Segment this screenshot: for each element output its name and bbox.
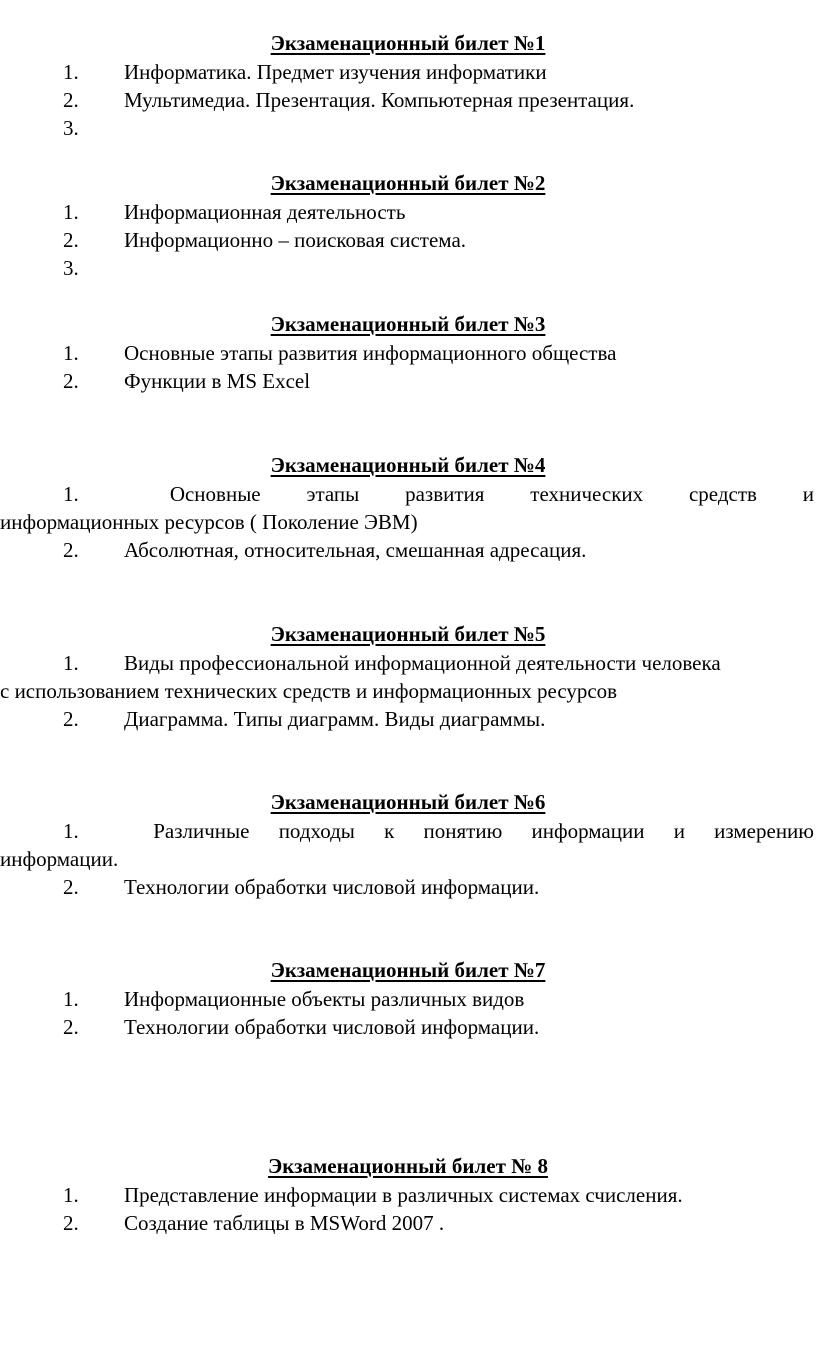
question-item <box>0 1209 816 1237</box>
question-text-continued: информации. <box>0 847 119 871</box>
question-word: развития <box>405 482 485 506</box>
ticket-title: Экзаменационный билет №1 <box>270 31 546 55</box>
question-text: Функции в MS Excel <box>124 369 311 393</box>
question-text: Информатика. Предмет изучения информатики <box>124 60 547 84</box>
question-number: 2. <box>63 1015 79 1039</box>
ticket-8 <box>0 1151 816 1237</box>
question-item <box>0 114 816 142</box>
question-number: 2. <box>63 228 79 252</box>
question-item <box>0 86 816 114</box>
question-item <box>0 873 816 901</box>
question-first-line <box>0 817 816 845</box>
ticket-title: Экзаменационный билет №5 <box>270 622 546 646</box>
ticket-2 <box>0 168 816 282</box>
question-number: 3. <box>63 256 79 280</box>
question-word: этапы <box>306 482 360 506</box>
question-number: 2. <box>63 369 79 393</box>
question-item <box>0 705 816 733</box>
question-text <box>0 254 816 282</box>
question-item <box>0 339 816 367</box>
ticket-title: Экзаменационный билет №3 <box>270 312 546 336</box>
question-word: Различные <box>153 819 250 843</box>
question-word: измерению <box>714 819 814 843</box>
question-number: 1. <box>63 1183 79 1207</box>
question-item <box>0 226 816 254</box>
ticket-title: Экзаменационный билет №7 <box>270 958 546 982</box>
question-text: Технологии обработки числовой информации. <box>124 875 540 899</box>
ticket-1 <box>0 28 816 142</box>
question-item <box>0 254 816 282</box>
question-first-line <box>0 649 816 677</box>
ticket-title: Экзаменационный билет №2 <box>270 171 546 195</box>
question-word: информации <box>531 819 645 843</box>
question-item <box>0 985 816 1013</box>
question-number: 2. <box>63 875 79 899</box>
question-text-continued: информационных ресурсов ( Поколение ЭВМ) <box>0 510 418 534</box>
question-text: Основные этапы развития информационного общества <box>124 341 617 365</box>
question-word: Основные <box>169 482 261 506</box>
question-word: технических <box>530 482 644 506</box>
question-number: 1. <box>63 819 79 843</box>
question-text: Представление информации в различных системах счисления. <box>124 1183 683 1207</box>
question-item <box>0 58 816 86</box>
question-number: 2. <box>63 1211 79 1235</box>
question-item <box>0 536 816 564</box>
question-number: 1. <box>63 987 79 1011</box>
question-number: 1. <box>63 341 79 365</box>
question-text: Виды профессиональной информационной деятельности человека <box>124 651 721 675</box>
question-text: Мультимедиа. Презентация. Компьютерная презентация. <box>124 88 635 112</box>
ticket-title: Экзаменационный билет №6 <box>270 790 546 814</box>
ticket-6 <box>0 787 816 901</box>
question-number: 1. <box>63 200 79 224</box>
ticket-3 <box>0 309 816 395</box>
question-word: понятию <box>423 819 503 843</box>
question-word: и <box>673 819 685 843</box>
question-text-continued: с использованием технических средств и информационных ресурсов <box>0 679 618 703</box>
question-number: 2. <box>63 88 79 112</box>
question-number: 1. <box>63 651 79 675</box>
question-item <box>0 1013 816 1041</box>
ticket-4 <box>0 450 816 564</box>
question-text: Информационные объекты различных видов <box>124 987 525 1011</box>
question-word: и <box>802 482 814 506</box>
question-item <box>0 649 816 705</box>
question-number: 2. <box>63 707 79 731</box>
question-item <box>0 1181 816 1209</box>
question-word: подходы <box>278 819 355 843</box>
question-text: Информационно – поисковая система. <box>124 228 467 252</box>
question-number: 3. <box>63 116 79 140</box>
question-number: 2. <box>63 538 79 562</box>
question-item <box>0 198 816 226</box>
question-item <box>0 480 816 536</box>
question-first-line <box>0 480 816 508</box>
question-item <box>0 817 816 873</box>
ticket-7 <box>0 955 816 1041</box>
question-word: к <box>384 819 395 843</box>
question-item <box>0 367 816 395</box>
question-word: средств <box>688 482 757 506</box>
question-text: Информационная деятельность <box>124 200 406 224</box>
ticket-5 <box>0 619 816 733</box>
question-text: Технологии обработки числовой информации. <box>124 1015 540 1039</box>
question-number: 1. <box>63 60 79 84</box>
question-text: Создание таблицы в MSWord 2007 . <box>124 1211 445 1235</box>
question-text: Абсолютная, относительная, смешанная адресация. <box>124 538 587 562</box>
ticket-title: Экзаменационный билет №4 <box>270 453 546 477</box>
question-number: 1. <box>63 482 79 506</box>
ticket-title: Экзаменационный билет № 8 <box>268 1154 548 1178</box>
question-text <box>0 114 816 142</box>
question-text: Диаграмма. Типы диаграмм. Виды диаграммы. <box>124 707 546 731</box>
